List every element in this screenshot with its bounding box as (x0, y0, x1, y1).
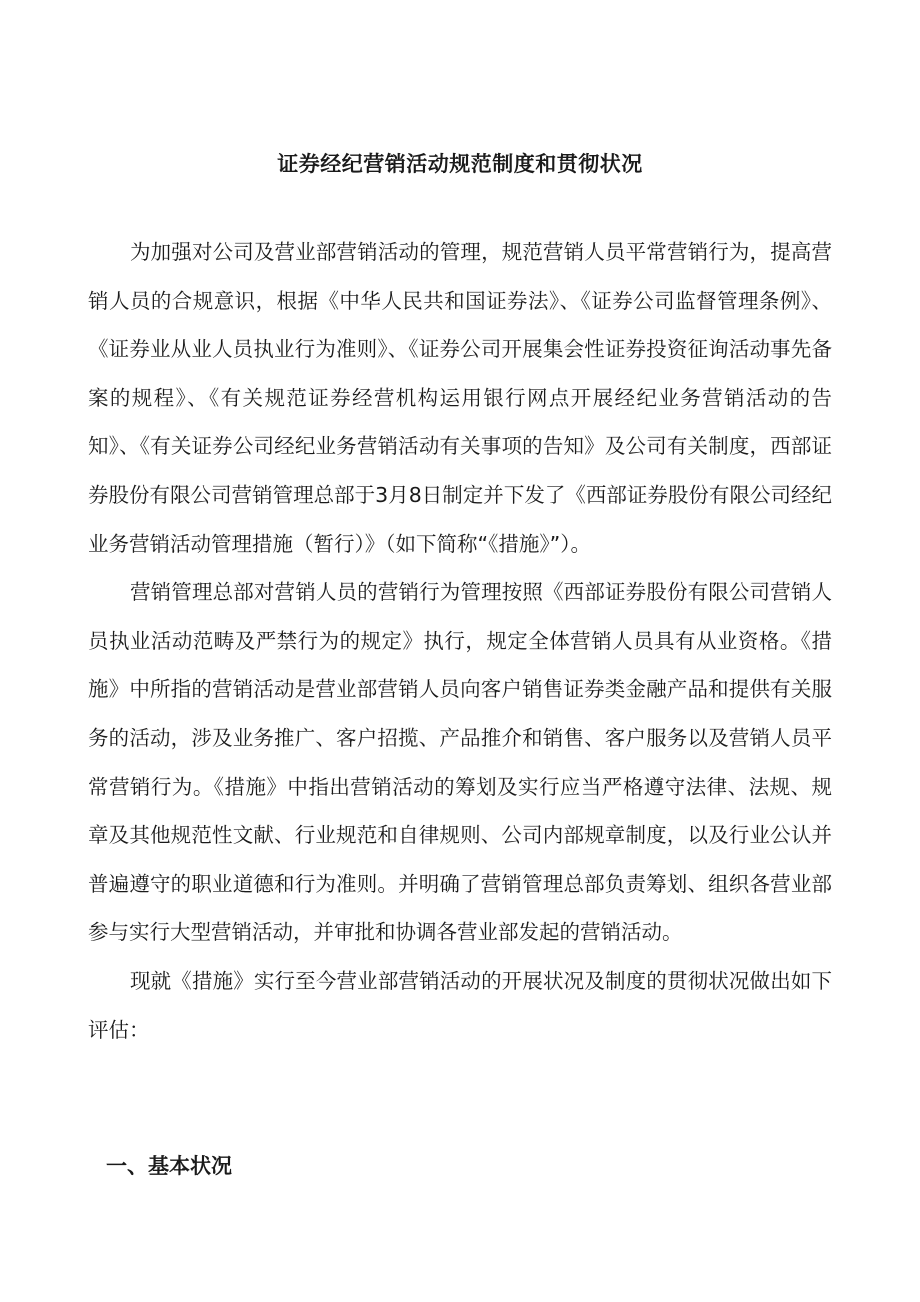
document-body (88, 228, 832, 1054)
paragraph-management: 营销管理总部对营销人员的营销行为管理按照《西部证券股份有限公司营销人员执业活动范畴及严禁行为的规定》执行，规定全体营销人员具有从业资格。《措施》中所指的营销活动是营业部营销人员向客户销售证券类金融产品和提供有关服务的活动，涉及业务推广、客户招揽、产品推介和销售、客户服务以及营销人员平常营销行为。《措施》中指出营销活动的筹划及实行应当严格遵守法律、法规、规章及其他规范性文献、行业规范和自律规则、公司内部规章制度，以及行业公认并普遍遵守的职业道德和行为准则。并明确了营销管理总部负责筹划、组织各营业部参与实行大型营销活动，并审批和协调各营业部发起的营销活动。 (88, 580, 832, 945)
document-title: 证券经纪营销活动规范制度和贯彻状况 (277, 152, 643, 176)
paragraph-intro: 为加强对公司及营业部营销活动的管理，规范营销人员平常营销行为，提高营销人员的合规意识，根据《中华人民共和国证券法》、《证券公司监督管理条例》、《证券业从业人员执业行为准则》、《证券公司开展集会性证券投资征询活动事先备案的规程》、《有关规范证券经营机构运用银行网点开展经纪业务营销活动的告知》、《有关证券公司经纪业务营销活动有关事项的告知》及公司有关制度，西部证券股份有限公司营销管理总部于3月8日制定并下发了《西部证券股份有限公司经纪业务营销活动管理措施（暂行）》（如下简称“《措施》”）。 (88, 240, 832, 556)
section-heading-basic-status: 一、基本状况 (106, 1154, 232, 1178)
paragraph-evaluation: 现就《措施》实行至今营业部营销活动的开展状况及制度的贯彻状况做出如下评估： (88, 968, 832, 1042)
